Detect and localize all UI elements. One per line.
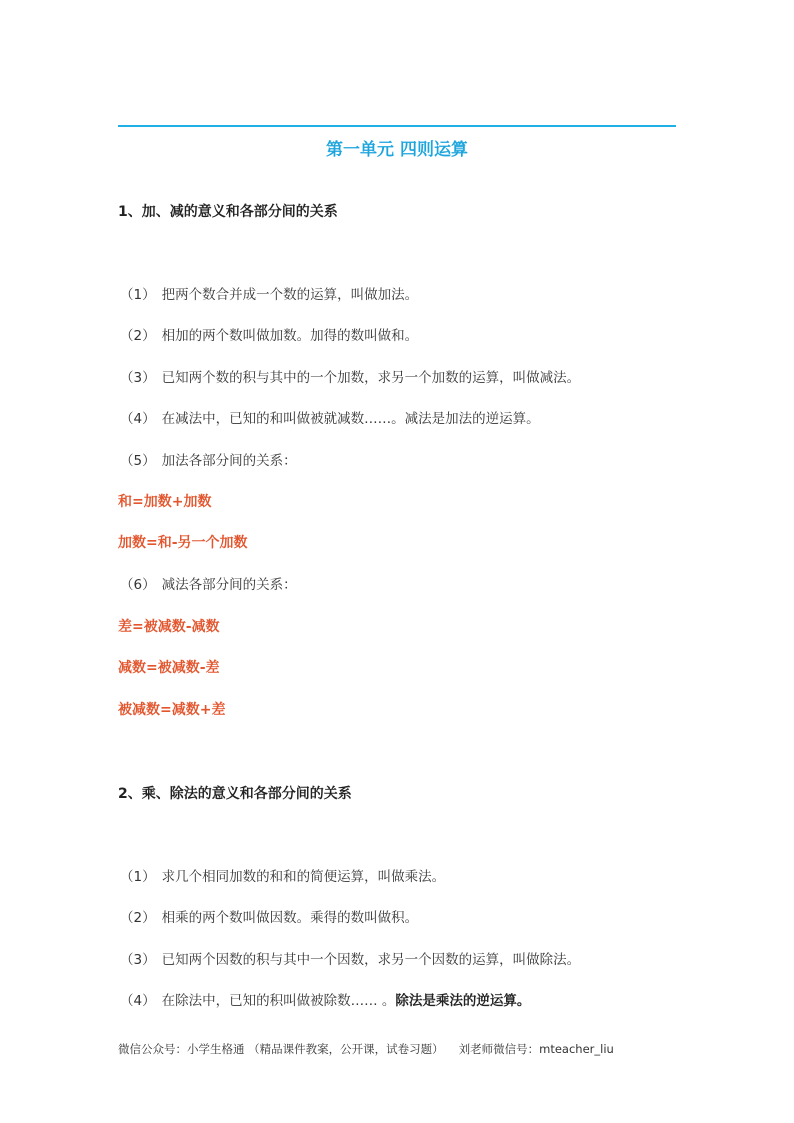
section-1-item-4 (120, 409, 540, 429)
item-text: 已知两个数的积与其中的一个加数，求另一个加数的运算，叫做减法。 (161, 370, 581, 386)
item-number: （1） (120, 869, 156, 885)
section-1-item-6 (120, 575, 297, 595)
subtraction-formula-1: 差=被减数-减数 (118, 619, 220, 635)
item-text: 相加的两个数叫做加数。加得的数叫做和。 (161, 328, 419, 344)
section-1-heading: 1、加、减的意义和各部分间的关系 (118, 204, 338, 220)
addition-formula-1: 和=加数+加数 (118, 494, 212, 510)
page-footer (118, 1041, 618, 1057)
footer-teacher-wechat: 刘老师微信号：mteacher_liu (458, 1042, 614, 1056)
item-number: （2） (120, 910, 156, 926)
section-2-heading: 2、乘、除法的意义和各部分间的关系 (118, 786, 352, 802)
item-number: （1） (120, 287, 156, 303)
item-number: （2） (120, 328, 156, 344)
section-1-item-2 (120, 326, 418, 346)
section-2-item-4 (120, 991, 530, 1011)
item-text: 减法各部分间的关系： (161, 577, 297, 593)
document-title: 第一单元 四则运算 (326, 140, 468, 160)
item-number: （3） (120, 952, 156, 968)
item-number: （3） (120, 370, 156, 386)
section-2-item-1 (120, 867, 445, 887)
subtraction-formula-3: 被减数=减数+差 (118, 702, 226, 718)
footer-wechat-account: 微信公众号：小学生格通 （精品课件教案，公开课，试卷习题） (118, 1042, 444, 1056)
item-text: 相乘的两个数叫做因数。乘得的数叫做积。 (161, 910, 419, 926)
title-top-rule (118, 125, 676, 127)
section-2-item-3 (120, 950, 580, 970)
section-1-item-1 (120, 285, 418, 305)
item-text: 求几个相同加数的和和的简便运算，叫做乘法。 (161, 869, 446, 885)
item-number: （4） (120, 993, 156, 1009)
item-text: 在除法中，已知的积叫做被除数…… 。 (161, 993, 396, 1009)
item-text: 加法各部分间的关系： (161, 453, 297, 469)
item-number: （6） (120, 577, 156, 593)
subtraction-formula-2: 减数=被减数-差 (118, 660, 220, 676)
section-1-item-3 (120, 368, 580, 388)
item-text: 已知两个因数的积与其中一个因数，求另一个因数的运算，叫做除法。 (161, 952, 581, 968)
item-text: 在减法中，已知的和叫做被就减数……。减法是加法的逆运算。 (161, 411, 540, 427)
section-1-item-5 (120, 451, 297, 471)
addition-formula-2: 加数=和-另一个加数 (118, 535, 248, 551)
item-text: 把两个数合并成一个数的运算，叫做加法。 (161, 287, 419, 303)
item-number: （4） (120, 411, 156, 427)
section-2-item-2 (120, 908, 418, 928)
item-emphasis-text: 除法是乘法的逆运算。 (395, 993, 531, 1009)
item-number: （5） (120, 453, 156, 469)
